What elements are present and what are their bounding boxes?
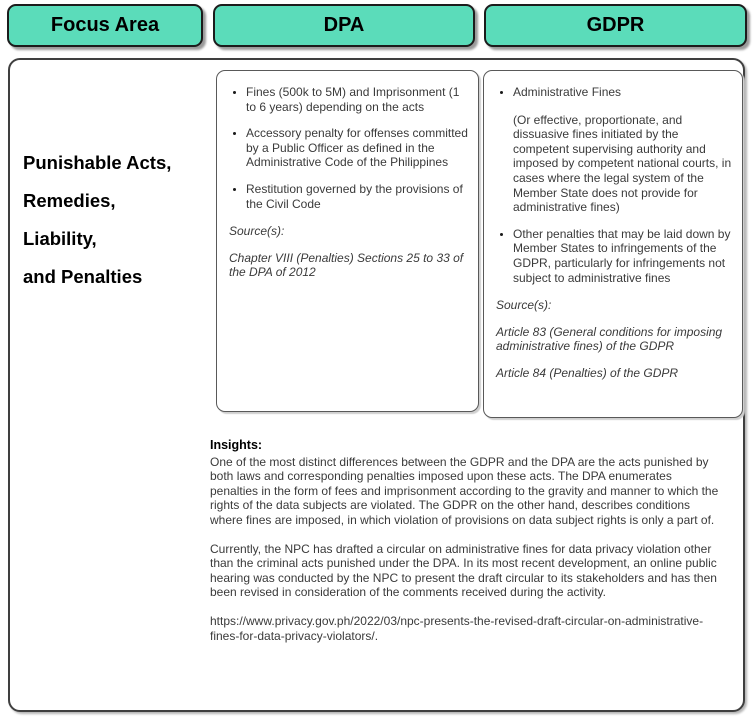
focus-area-title-line: Remedies, [23, 190, 116, 211]
dpa-bullet-item [246, 85, 470, 114]
dpa-source-label: Source(s): [229, 224, 285, 239]
dpa-bullet-item [246, 126, 470, 170]
insights-paragraph: Currently, the NPC has drafted a circular on administrative fines for data privacy violation other than the criminal acts punished under the DPA. In its most recent development, an online public hearing was conducted by the NPC to present the draft circular to its stakeholders and has then been revised in consideration of the comments received during the activity. [210, 541, 717, 600]
header-gdpr [484, 4, 747, 47]
gdpr-bullet-note: (Or effective, proportionate, and dissuasive fines initiated by the competent supervising authority and imposed by competent national courts, in cases where the legal system of the Member State does not provide for administrative fines) [513, 112, 732, 215]
header-focus-area [7, 4, 203, 47]
insights-section [210, 438, 722, 643]
gdpr-source-citation: Article 83 (General conditions for imposing administrative fines) of the GDPR [496, 324, 723, 354]
insights-heading: Insights: [210, 438, 263, 452]
gdpr-bullet-text: Administrative Fines [513, 85, 622, 99]
gdpr-bullet-item [513, 85, 734, 215]
gdpr-source-label: Source(s): [496, 298, 552, 313]
insights-paragraph: One of the most distinct differences between the GDPR and the DPA are the acts punished by both laws and corresponding penalties imposed upon these acts. The DPA enumerates penalties in the form of fees and imprisonment according to the gravity and manner to which the rights of the data subjects are violated. The GDPR on the other hand, describes conditions where fines are imposed, in which violation of provisions on data subject rights is only a part of. [210, 454, 719, 527]
gdpr-source-citation: Article 84 (Penalties) of the GDPR [496, 365, 679, 380]
header-gdpr-label: GDPR [586, 14, 645, 36]
dpa-bullet-text: Fines (500k to 5M) and Imprisonment (1 to 6 years) depending on the acts [246, 85, 460, 114]
header-focus-area-label: Focus Area [50, 14, 160, 36]
header-dpa [213, 4, 475, 47]
gdpr-content-box [483, 70, 743, 418]
focus-area-title-line: Punishable Acts, [23, 152, 172, 173]
content-panel [8, 58, 745, 712]
gdpr-bullet-text: Other penalties that may be laid down by Member States to infringements of the GDPR, particularly for infringements not subject to administrative fines [513, 226, 731, 285]
source-url-text: https://www.privacy.gov.ph/2022/03/npc-presents-the-revised-draft-circular-on-administrative-fines-for-data-privacy-violators/. [210, 613, 704, 643]
dpa-bullet-text: Restitution governed by the provisions of the Civil Code [246, 181, 463, 211]
gdpr-bullet-item [513, 227, 734, 285]
dpa-bullet-text: Accessory penalty for offenses committed by a Public Officer as defined in the Administrative Code of the Philippines [246, 126, 468, 170]
focus-area-title-line: and Penalties [23, 266, 143, 287]
focus-area-title-line: Liability, [23, 228, 97, 249]
focus-area-title [23, 144, 218, 296]
header-dpa-label: DPA [323, 14, 365, 36]
dpa-bullet-list [229, 85, 470, 211]
gdpr-bullet-list [496, 85, 734, 285]
dpa-bullet-item [246, 182, 470, 211]
dpa-content-box [216, 70, 479, 412]
dpa-source-citation: Chapter VIII (Penalties) Sections 25 to 33 of the DPA of 2012 [229, 250, 464, 280]
